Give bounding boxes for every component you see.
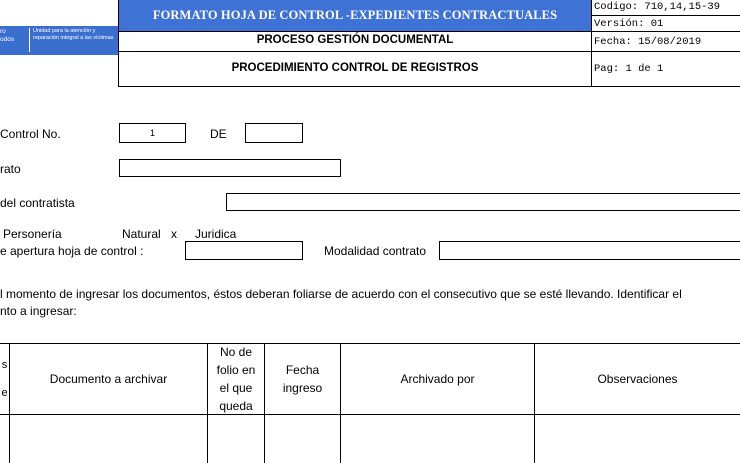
header-grid-line (591, 15, 740, 16)
table-header-folio: No de folio en el que queda (216, 345, 256, 413)
table-cell-document[interactable] (10, 415, 207, 463)
page-number: Pag: 1 de 1 (594, 63, 664, 75)
apertura-label: e apertura hoja de control : (0, 244, 144, 258)
procedure-name: PROCEDIMIENTO CONTROL DE REGISTROS (231, 62, 479, 74)
logo-band (0, 26, 118, 55)
natural-label: Natural (122, 227, 161, 241)
logo-separator (29, 28, 30, 52)
logo-right-text: Unidad para la atención y reparación integral a las víctimas (33, 28, 114, 41)
contratista-label: del contratista (0, 196, 75, 210)
table-header-document: Documento a archivar (49, 372, 168, 386)
entity-logo (0, 0, 118, 56)
document-code: Codigo: 710,14,15-39 (594, 1, 721, 13)
header-grid-line (591, 31, 740, 32)
table-header-observaciones: Observaciones (597, 372, 678, 386)
table-header-number: s e (1, 359, 8, 399)
process-name: PROCESO GESTIÓN DOCUMENTAL (256, 34, 454, 46)
contratista-field[interactable] (226, 193, 740, 211)
table-cell-fecha[interactable] (265, 415, 340, 463)
apertura-field[interactable] (185, 241, 303, 260)
header-grid-line (591, 0, 592, 87)
instructions-line-2: nto a ingresar: (0, 304, 77, 318)
modalidad-field[interactable] (439, 241, 740, 260)
title-cell (119, 0, 591, 31)
juridica-label: Juridica (195, 227, 237, 241)
natural-mark[interactable]: x (171, 227, 177, 241)
document-title: FORMATO HOJA DE CONTROL -EXPEDIENTES CONTRACTUALES (152, 8, 558, 22)
control-number-label: Control No. (0, 127, 61, 141)
table-header-fecha: Fecha ingreso (282, 363, 323, 395)
de-field[interactable] (245, 123, 303, 143)
control-number-field[interactable]: 1 (119, 123, 186, 143)
contrato-label: rato (0, 162, 21, 176)
modalidad-label: Modalidad contrato (324, 244, 427, 258)
de-label: DE (210, 127, 227, 141)
contrato-field[interactable] (119, 159, 341, 177)
document-date: Fecha: 15/08/2019 (594, 36, 702, 48)
header-grid-line (118, 51, 740, 52)
table-cell-observaciones[interactable] (535, 415, 740, 463)
header-grid-line (118, 31, 591, 32)
table-cell-folio[interactable] (208, 415, 264, 463)
instructions-line-1: l momento de ingresar los documentos, éstos deberan foliarse de acuerdo con el consecutivo que se esté llevando. Identificar el (0, 287, 682, 301)
logo-left-text: ro odos (0, 28, 15, 43)
header-grid-line (118, 86, 740, 87)
document-version: Versión: 01 (594, 18, 664, 30)
table-header-archivado: Archivado por (400, 372, 475, 386)
table-cell-archivado[interactable] (341, 415, 534, 463)
personeria-label: Personería (3, 227, 62, 241)
